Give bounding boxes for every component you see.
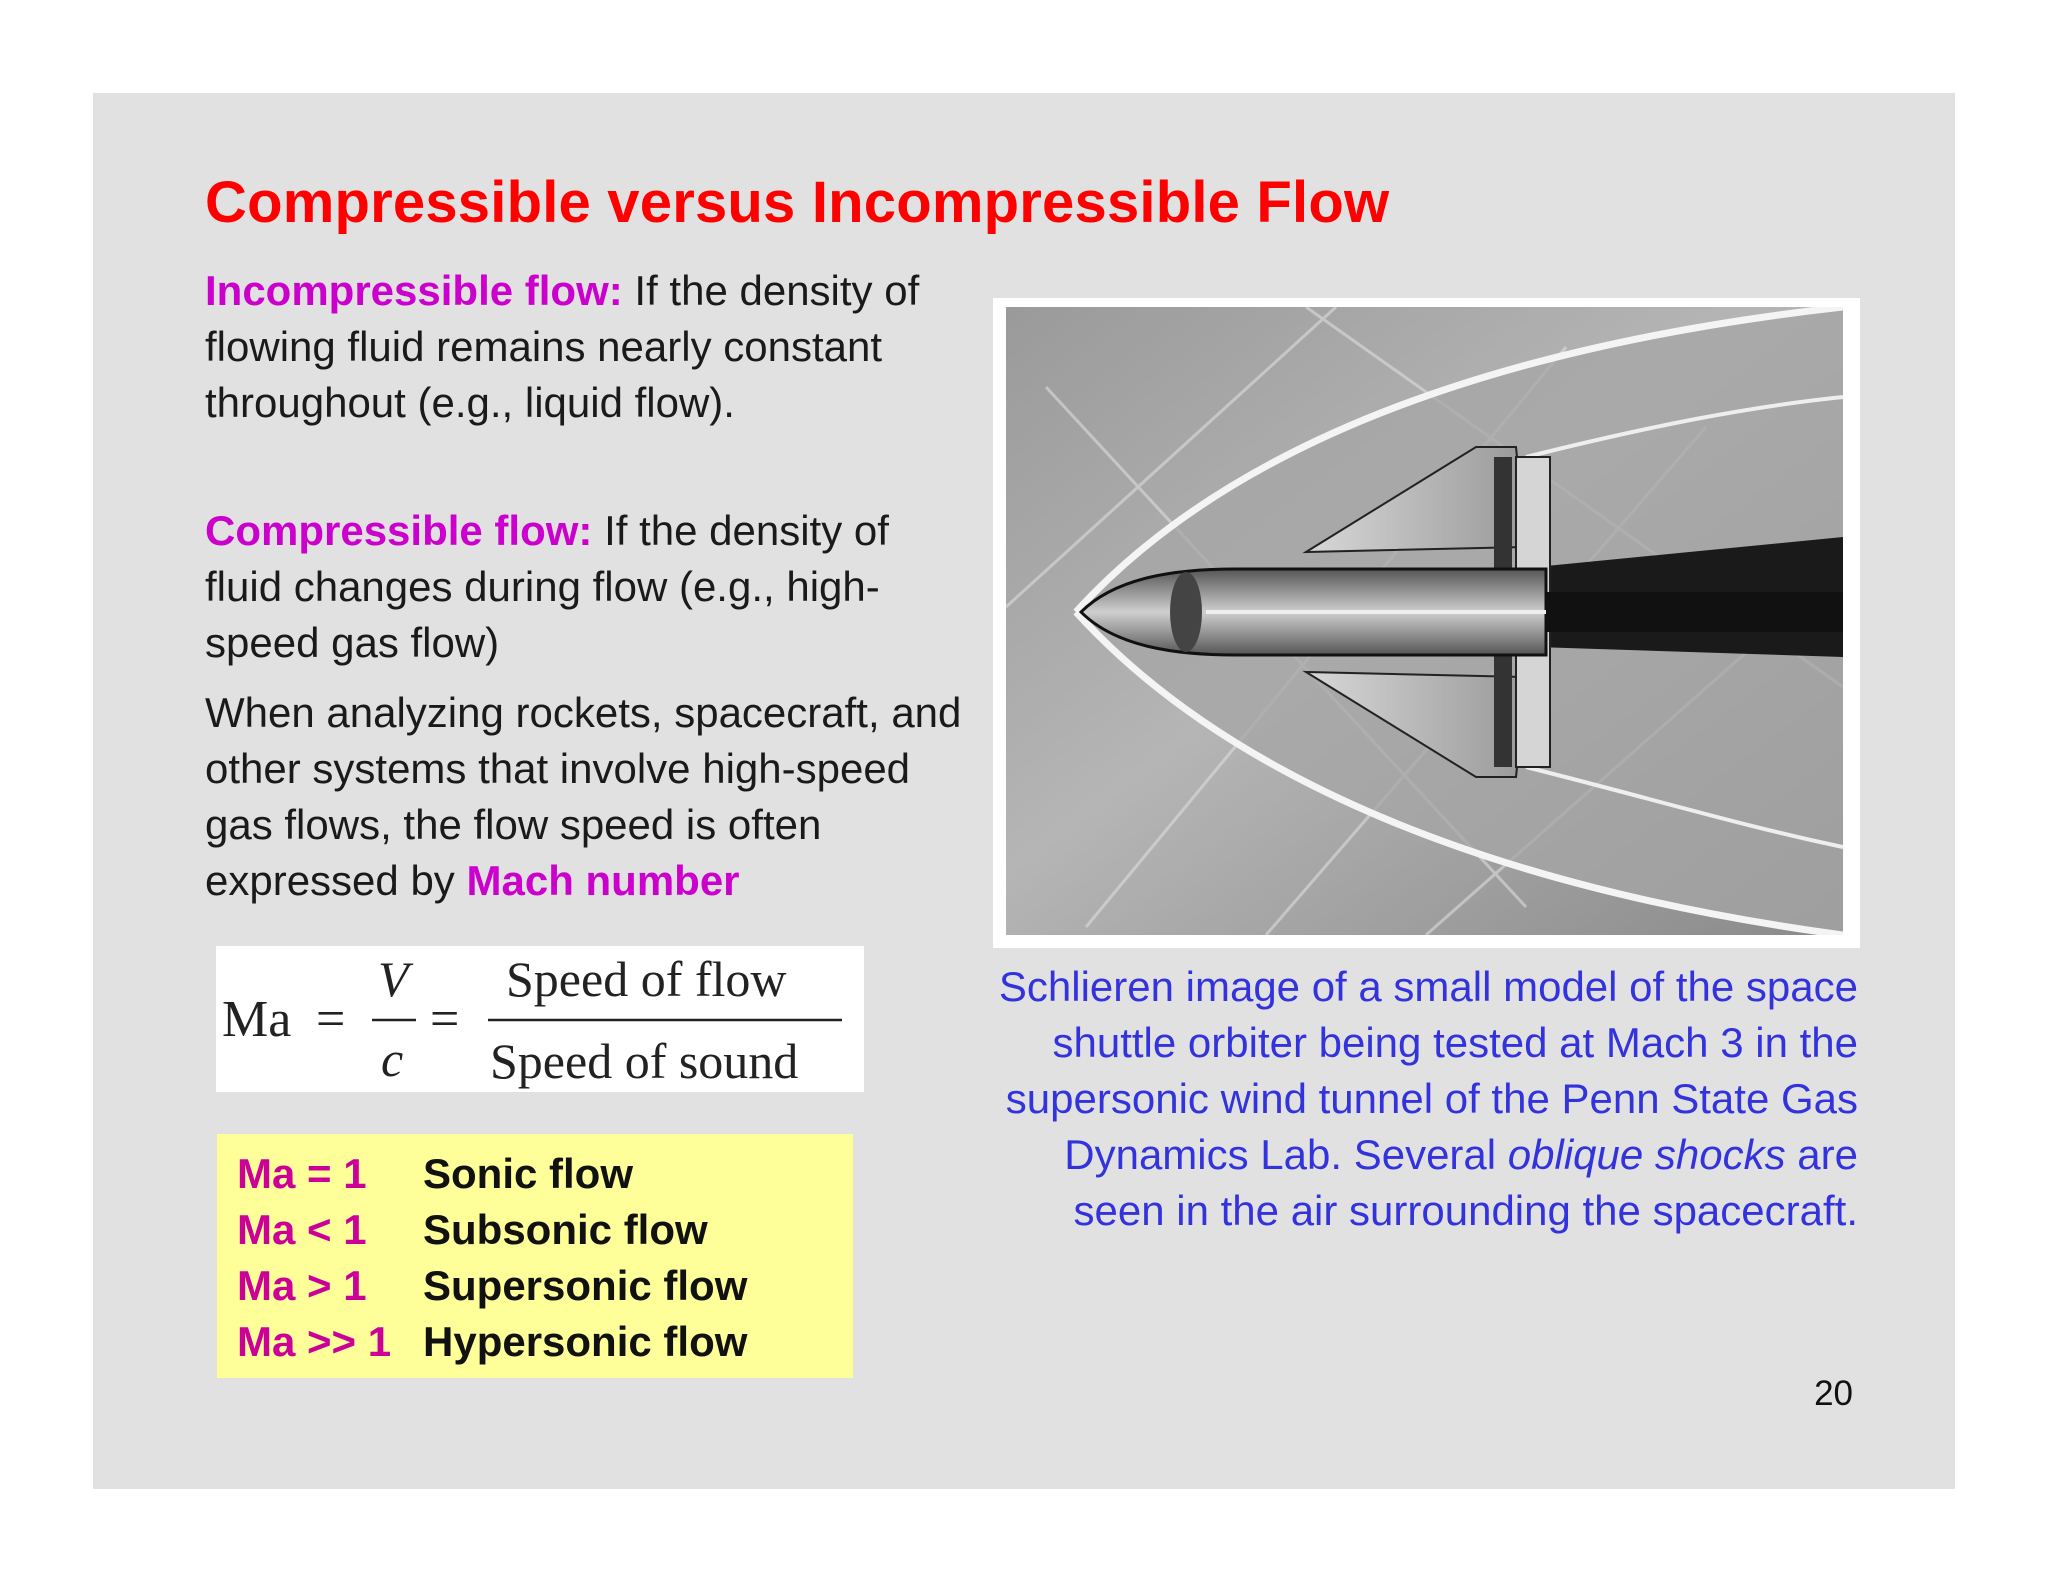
formula-numerator-symbol: V (378, 951, 409, 1007)
formula-eq-2: = (430, 991, 460, 1048)
schlieren-image (1006, 307, 1843, 935)
compressible-definition (205, 503, 965, 671)
slide (93, 93, 1955, 1489)
mach-regime-box (217, 1134, 853, 1378)
mach-intro-text: When analyzing rockets, spacecraft, and other systems that involve high-speed gas flows, the flow speed is often expressed by (205, 689, 962, 904)
mach-intro (205, 685, 965, 909)
formula-numerator-text: Speed of flow (506, 951, 787, 1007)
mach-regime-row (237, 1146, 633, 1202)
mach-regime-row (237, 1258, 747, 1314)
mach-regime-label: Sonic flow (423, 1150, 633, 1197)
schlieren-image-frame (993, 298, 1860, 948)
mach-regime-condition: Ma = 1 (237, 1150, 367, 1197)
caption-text-before: Schlieren image of a small model of the space shuttle orbiter being tested at Mach 3 in the supersonic wind tunnel of the Penn State Gas Dynamics Lab. Several (998, 963, 1858, 1178)
mach-regime-condition: Ma > 1 (237, 1262, 367, 1309)
mach-regime-condition: Ma < 1 (237, 1206, 367, 1253)
mach-regime-condition: Ma >> 1 (237, 1318, 392, 1365)
incompressible-term: Incompressible flow: (205, 267, 623, 314)
compressible-text: If the density of fluid changes during flow (e.g., high-speed gas flow) (205, 507, 889, 666)
mach-regime-row (237, 1314, 747, 1370)
formula-lhs: Ma (222, 991, 292, 1048)
mach-formula (216, 946, 864, 1092)
mach-regime-label: Hypersonic flow (423, 1318, 748, 1365)
mach-regime-row (237, 1202, 708, 1258)
caption-text-after: are seen in the air surrounding the spacecraft. (1073, 1131, 1858, 1234)
formula-eq-1: = (316, 991, 346, 1048)
page-number: 20 (1814, 1374, 1853, 1413)
formula-denominator-text: Speed of sound (490, 1033, 799, 1089)
incompressible-text: If the density of flowing fluid remains nearly constant throughout (e.g., liquid flow). (205, 267, 920, 426)
formula-denominator-symbol: c (381, 1031, 404, 1087)
image-caption (993, 959, 1858, 1239)
mach-regime-label: Subsonic flow (423, 1206, 708, 1253)
mach-regime-label: Supersonic flow (423, 1262, 748, 1309)
incompressible-definition (205, 263, 965, 431)
slide-title: Compressible versus Incompressible Flow (205, 170, 1390, 235)
compressible-term: Compressible flow: (205, 507, 593, 554)
caption-italic: oblique shocks (1507, 1131, 1786, 1178)
mach-number-term: Mach number (466, 857, 740, 904)
